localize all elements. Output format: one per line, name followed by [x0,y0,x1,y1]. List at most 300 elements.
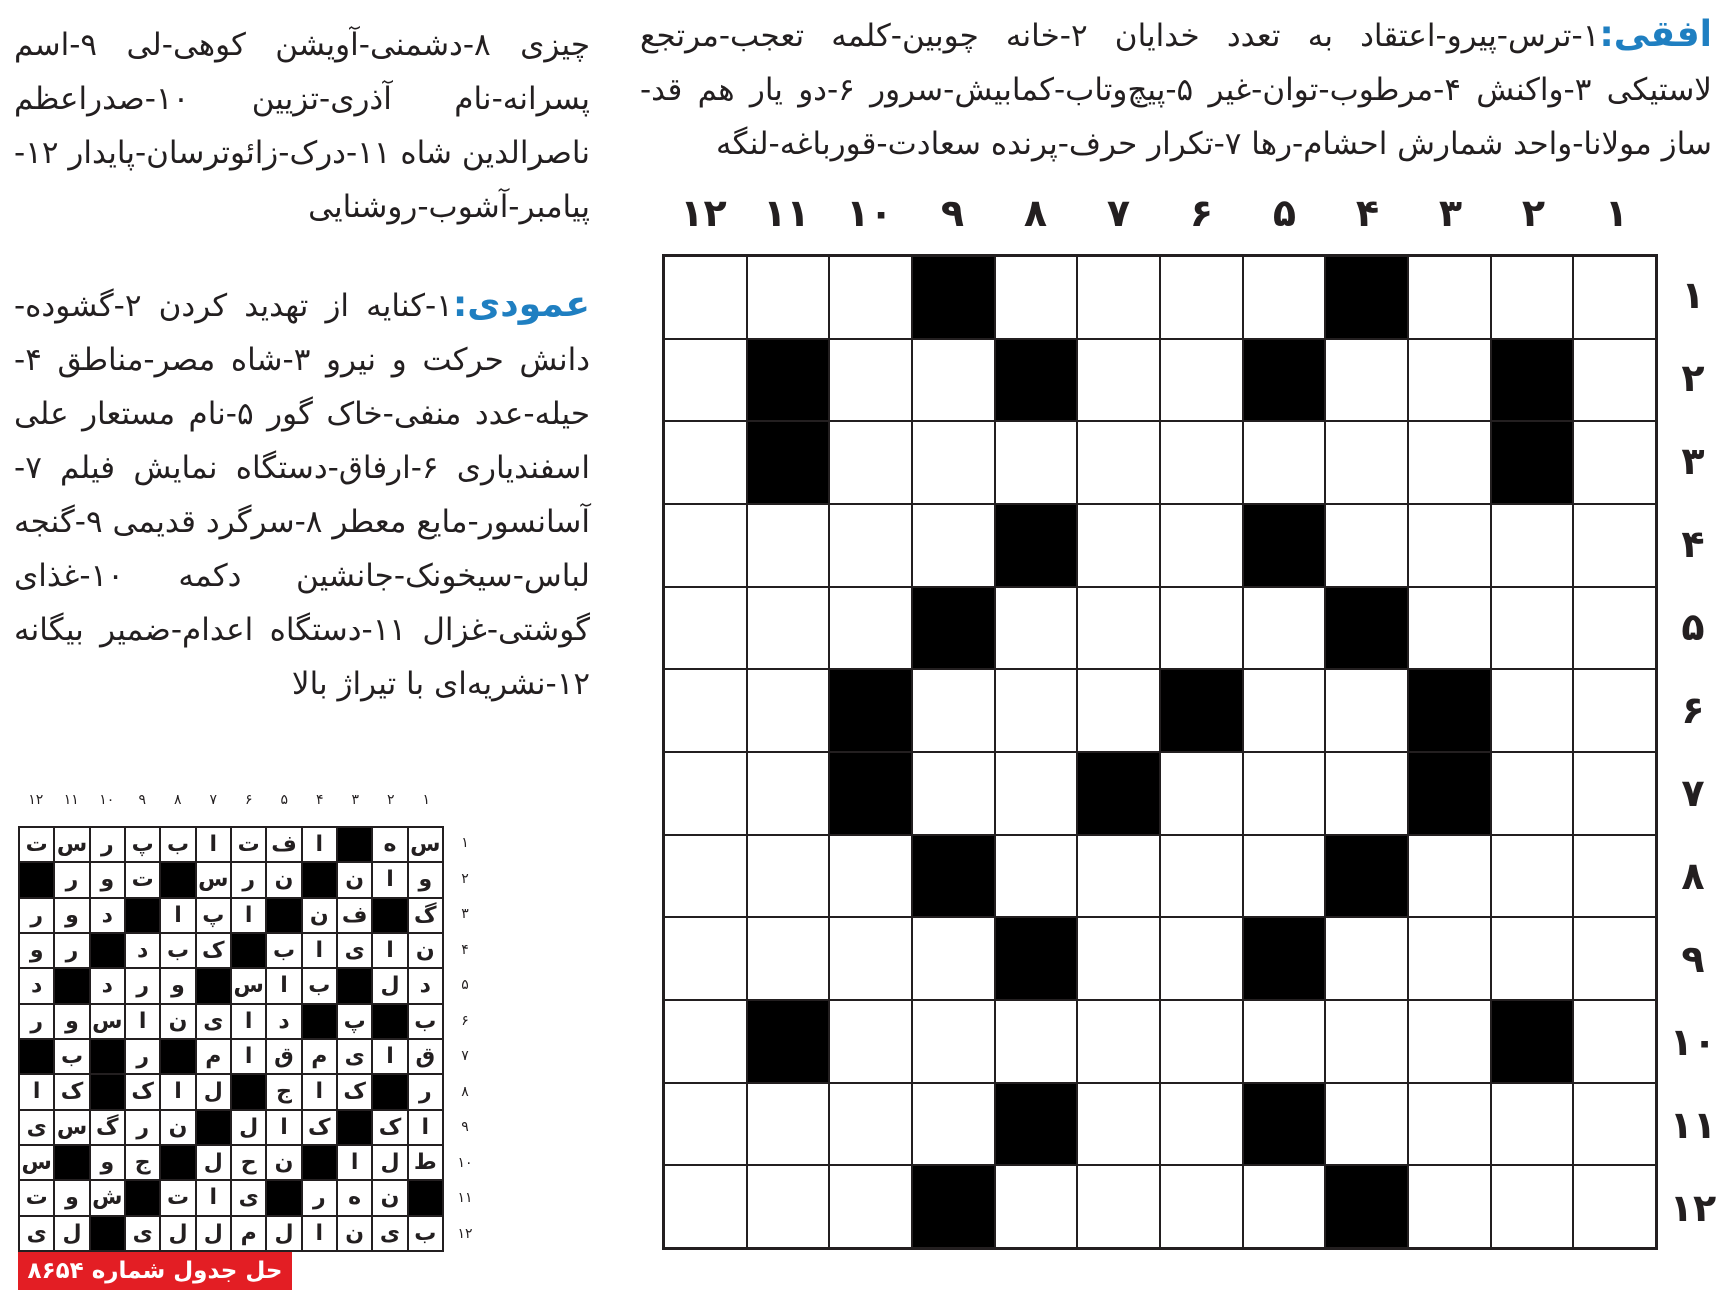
solution-cell: ن [372,1180,407,1215]
solution-label: حل جدول شماره ۸۶۵۴ [18,1252,292,1290]
crossword-cell[interactable] [1077,504,1160,587]
solution-cell: ا [302,1216,337,1251]
solution-cell: ی [196,1004,231,1039]
crossword-row-number-3: ۳ [1681,439,1705,483]
crossword-cell[interactable] [1573,1000,1656,1083]
crossword-cell[interactable] [1325,752,1408,835]
down-clues-text: ۱-کنایه از تهدید کردن ۲-گشوده-دانش حرکت و نیرو ۳-شاه مصر-مناطق ۴-حیله-عدد منفی-خاک گور ۵-نام مستعار علی اسفندیاری ۶-ارفاق-دستگاه نمایش فیلم ۷-آسانسور-مایع معطر ۸-سرگرد قدیمی ۹-گنجه لباس-سیخونک-جانشین دکمه ۱۰-غذای گوشتی-غزال ۱۱-دستگاه اعدام-ضمیر بیگانه ۱۲-نشریه‌ای با تیراژ بالا [14,288,591,702]
solution-row-number-3: ۳ [461,906,469,922]
solution-cell: ر [125,1110,160,1145]
solution-cell: ا [231,898,266,933]
crossword-cell[interactable] [829,1165,912,1248]
crossword-cell[interactable] [747,1083,830,1166]
crossword-cell[interactable] [747,835,830,918]
crossword-cell[interactable] [1243,752,1326,835]
crossword-cell[interactable] [1243,669,1326,752]
crossword-block-cell [1160,669,1243,752]
solution-block-cell [337,1110,372,1145]
crossword-block-cell [1243,917,1326,1000]
crossword-cell[interactable] [995,669,1078,752]
solution-cell: ر [54,933,89,968]
crossword-cell[interactable] [1160,587,1243,670]
across-heading: افقی: [1599,14,1712,55]
crossword-block-cell [995,1083,1078,1166]
solution-column-number-10: ۱۰ [99,792,115,808]
crossword-cell[interactable] [747,917,830,1000]
crossword-cell[interactable] [1325,669,1408,752]
crossword-cell[interactable] [1243,1165,1326,1248]
crossword-cell[interactable] [1408,421,1491,504]
solution-block-cell [266,1180,301,1215]
crossword-cell[interactable] [1160,421,1243,504]
crossword-cell[interactable] [829,1000,912,1083]
crossword-cell[interactable] [1491,1165,1574,1248]
crossword-cell[interactable] [1573,504,1656,587]
solution-cell: ه [372,827,407,862]
solution-column-number-11: ۱۱ [63,792,79,808]
crossword-cell[interactable] [1325,339,1408,422]
crossword-cell[interactable] [1160,1000,1243,1083]
crossword-column-numbers [662,188,1658,238]
crossword-cell[interactable] [829,504,912,587]
solution-cell: م [231,1216,266,1251]
crossword-cell[interactable] [664,1000,747,1083]
crossword-cell[interactable] [1077,835,1160,918]
solution-row-number-11: ۱۱ [457,1190,473,1206]
crossword-column-number-9: ۹ [940,191,965,235]
crossword-row-numbers [1668,254,1718,1250]
solution-cell: د [90,968,125,1003]
crossword-row-number-12: ۱۲ [1669,1186,1717,1230]
solution-cell: و [54,898,89,933]
solution-cell: ا [337,1145,372,1180]
solution-block-cell [372,898,407,933]
across-clues-text: ۱-ترس-پیرو-اعتقاد به تعدد خدایان ۲-خانه چوبین-کلمه تعجب-مرتجع لاستیکی ۳-واکنش ۴-مرطوب-توان-غیر ۵-پیچ‌وتاب-کمابیش-سرور ۶-دو یار هم قد-ساز مولانا-واحد شمارش احشام-رها ۷-تکرار حرف-پرنده سعادت-قورباغه-لنگه [640,18,1712,162]
crossword-block-cell [1408,669,1491,752]
crossword-row-number-10: ۱۰ [1669,1020,1717,1064]
crossword-cell[interactable] [829,339,912,422]
solution-cell: ا [302,1074,337,1109]
crossword-cell[interactable] [1408,1000,1491,1083]
solution-cell: و [54,1180,89,1215]
crossword-cell[interactable] [1243,256,1326,339]
crossword-cell[interactable] [1325,1083,1408,1166]
crossword-cell[interactable] [1077,669,1160,752]
crossword-cell[interactable] [747,669,830,752]
solution-block-cell [196,1110,231,1145]
solution-cell: ک [372,1110,407,1145]
crossword-cell[interactable] [995,835,1078,918]
solution-cell: ب [160,933,195,968]
crossword-cell[interactable] [1160,835,1243,918]
crossword-cell[interactable] [1491,256,1574,339]
solution-cell: و [54,1004,89,1039]
crossword-cell[interactable] [1408,339,1491,422]
solution-block-cell [266,898,301,933]
crossword-block-cell [1491,421,1574,504]
solution-cell: ل [372,968,407,1003]
solution-cell: ر [302,1180,337,1215]
crossword-row-number-7: ۷ [1681,771,1705,815]
crossword-cell[interactable] [1077,1083,1160,1166]
crossword-cell[interactable] [1160,1165,1243,1248]
crossword-cell[interactable] [1573,1083,1656,1166]
solution-cell: ن [160,1110,195,1145]
crossword-cell[interactable] [1243,1000,1326,1083]
solution-cell: ل [160,1216,195,1251]
solution-cell: م [302,1039,337,1074]
crossword-cell[interactable] [912,1000,995,1083]
solution-cell: ف [337,898,372,933]
crossword-cell[interactable] [664,504,747,587]
crossword-cell[interactable] [1408,835,1491,918]
crossword-row-number-4: ۴ [1681,522,1705,566]
crossword-block-cell [1325,256,1408,339]
crossword-cell[interactable] [995,587,1078,670]
solution-cell: ی [19,1110,54,1145]
crossword-column-number-10: ۱۰ [846,191,893,235]
solution-block-cell [54,1145,89,1180]
crossword-cell[interactable] [1491,752,1574,835]
down-heading: عمودی: [452,284,590,325]
solution-block-cell [231,933,266,968]
solution-row-number-12: ۱۲ [457,1225,473,1242]
solution-column-number-7: ۷ [209,792,218,808]
crossword-cell[interactable] [912,917,995,1000]
crossword-cell[interactable] [747,587,830,670]
crossword-row-number-2: ۲ [1681,356,1705,400]
crossword-row-number-9: ۹ [1681,937,1705,981]
solution-cell: ک [196,933,231,968]
solution-cell: پ [337,1004,372,1039]
solution-cell: ش [90,1180,125,1215]
crossword-cell[interactable] [912,421,995,504]
crossword-cell[interactable] [664,835,747,918]
solution-cell: س [19,1145,54,1180]
crossword-cell[interactable] [912,1083,995,1166]
solution-cell: ر [90,827,125,862]
crossword-cell[interactable] [1408,256,1491,339]
crossword-cell[interactable] [829,1083,912,1166]
solution-cell: ب [266,933,301,968]
crossword-block-cell [1408,752,1491,835]
crossword-cell[interactable] [1077,421,1160,504]
crossword-cell[interactable] [829,421,912,504]
crossword-cell[interactable] [1243,587,1326,670]
solution-cell: و [19,933,54,968]
crossword-cell[interactable] [664,752,747,835]
crossword-cell[interactable] [1491,835,1574,918]
solution-block-cell [19,1039,54,1074]
crossword-cell[interactable] [912,339,995,422]
solution-block-cell [90,1216,125,1251]
crossword-cell[interactable] [747,504,830,587]
solution-block-cell [408,1180,443,1215]
solution-block-cell [160,862,195,897]
crossword-block-cell [747,1000,830,1083]
solution-cell: ا [160,898,195,933]
crossword-cell[interactable] [1408,504,1491,587]
crossword-cell[interactable] [664,256,747,339]
crossword-cell[interactable] [664,917,747,1000]
solution-cell: ی [231,1180,266,1215]
solution-cell: د [19,968,54,1003]
crossword-column-number-2: ۲ [1521,191,1546,235]
solution-cell: ن [266,1145,301,1180]
solution-cell: ن [160,1004,195,1039]
solution-cell: ت [19,1180,54,1215]
solution-column-number-4: ۴ [315,792,324,808]
solution-cell: ق [408,1039,443,1074]
crossword-block-cell [995,504,1078,587]
crossword-block-cell [1491,339,1574,422]
crossword-cell[interactable] [664,339,747,422]
crossword-cell[interactable] [912,669,995,752]
crossword-row-number-11: ۱۱ [1669,1103,1717,1147]
solution-block-cell [372,1074,407,1109]
solution-cell: ر [19,898,54,933]
crossword-row-number-5: ۵ [1681,605,1705,649]
crossword-cell[interactable] [995,1000,1078,1083]
solution-cell: و [90,862,125,897]
solution-cell: ت [160,1180,195,1215]
crossword-cell[interactable] [995,256,1078,339]
crossword-cell[interactable] [747,1165,830,1248]
solution-cell: ن [408,933,443,968]
crossword-cell[interactable] [1573,339,1656,422]
solution-column-number-9: ۹ [138,792,147,808]
down-clues [14,278,590,711]
crossword-cell[interactable] [829,256,912,339]
solution-cell: ج [125,1145,160,1180]
crossword-cell[interactable] [1160,339,1243,422]
crossword-cell[interactable] [995,752,1078,835]
solution-cell: ه [337,1180,372,1215]
crossword-cell[interactable] [1573,421,1656,504]
solution-cell: ج [266,1074,301,1109]
crossword-cell[interactable] [1325,421,1408,504]
crossword-column-number-12: ۱۲ [680,191,727,235]
crossword-cell[interactable] [1077,1000,1160,1083]
solution-cell: و [90,1145,125,1180]
solution-cell: ر [54,862,89,897]
crossword-cell[interactable] [664,421,747,504]
solution-row-numbers [452,826,478,1252]
crossword-cell[interactable] [829,835,912,918]
crossword-cell[interactable] [1408,1083,1491,1166]
solution-cell: ر [19,1004,54,1039]
crossword-cell[interactable] [912,752,995,835]
crossword-block-cell [1243,1083,1326,1166]
solution-cell: د [408,968,443,1003]
crossword-cell[interactable] [829,587,912,670]
crossword-cell[interactable] [1491,504,1574,587]
solution-cell: ا [19,1074,54,1109]
solution-cell: ت [125,862,160,897]
solution-block-cell [302,1145,337,1180]
solution-cell: ا [231,1004,266,1039]
solution-cell: ن [302,898,337,933]
crossword-cell[interactable] [1243,835,1326,918]
crossword-block-cell [912,256,995,339]
solution-cell: ا [266,1110,301,1145]
solution-cell: س [408,827,443,862]
crossword-cell[interactable] [1077,1165,1160,1248]
solution-cell: ا [372,862,407,897]
solution-cell: ح [231,1145,266,1180]
crossword-cell[interactable] [1573,752,1656,835]
crossword-cell[interactable] [1160,504,1243,587]
crossword-cell[interactable] [1491,587,1574,670]
solution-cell: ب [408,1004,443,1039]
solution-column-number-3: ۳ [351,792,360,808]
crossword-block-cell [1077,752,1160,835]
solution-block-cell [19,862,54,897]
crossword-cell[interactable] [1491,669,1574,752]
crossword-block-cell [995,339,1078,422]
crossword-cell[interactable] [1408,587,1491,670]
crossword-cell[interactable] [664,1083,747,1166]
solution-cell: ل [196,1145,231,1180]
crossword-row-number-1: ۱ [1681,273,1705,317]
crossword-cell[interactable] [1573,587,1656,670]
crossword-cell[interactable] [1325,1000,1408,1083]
crossword-column-number-11: ۱۱ [763,191,810,235]
solution-cell: ط [408,1145,443,1180]
crossword-cell[interactable] [1325,917,1408,1000]
solution-block-cell [196,968,231,1003]
crossword-cell[interactable] [1243,421,1326,504]
solution-block-cell [372,1004,407,1039]
solution-cell: ل [266,1216,301,1251]
solution-cell: گ [90,1110,125,1145]
solution-cell: ا [302,827,337,862]
solution-block-cell [160,1145,195,1180]
solution-cell: ل [231,1110,266,1145]
crossword-cell[interactable] [1408,1165,1491,1248]
crossword-cell[interactable] [1325,504,1408,587]
crossword-cell[interactable] [1408,917,1491,1000]
crossword-cell[interactable] [1573,835,1656,918]
crossword-cell[interactable] [1491,917,1574,1000]
crossword-column-number-1: ۱ [1604,191,1629,235]
solution-row-number-5: ۵ [461,977,469,993]
solution-cell: ا [196,827,231,862]
solution-cell: پ [196,898,231,933]
crossword-cell[interactable] [1077,339,1160,422]
solution-cell: ب [54,1039,89,1074]
crossword-cell[interactable] [1573,669,1656,752]
solution-cell: ا [372,1039,407,1074]
solution-cell: و [408,862,443,897]
crossword-cell[interactable] [1160,1083,1243,1166]
solution-cell: ر [231,862,266,897]
crossword-cell[interactable] [664,1165,747,1248]
solution-cell: ت [19,827,54,862]
solution-block-cell [231,1074,266,1109]
solution-cell: ی [337,933,372,968]
crossword-block-cell [912,587,995,670]
crossword-cell[interactable] [1160,256,1243,339]
solution-cell: س [54,827,89,862]
solution-cell: ب [160,827,195,862]
crossword-block-cell [1325,1165,1408,1248]
crossword-cell[interactable] [747,752,830,835]
solution-cell: ک [125,1074,160,1109]
solution-cell: ک [302,1110,337,1145]
solution-cell: ر [125,968,160,1003]
crossword-cell[interactable] [664,669,747,752]
solution-block-cell [302,862,337,897]
solution-grid [18,826,444,1252]
crossword-block-cell [1491,1000,1574,1083]
solution-block-cell [54,968,89,1003]
solution-cell: س [196,862,231,897]
solution-cell: ن [337,862,372,897]
solution-cell: س [54,1110,89,1145]
across-clues-continued-text: چیزی ۸-دشمنی-آویشن کوهی-لی ۹-اسم پسرانه-نام آذری-تزیین ۱۰-صدراعظم ناصرالدین شاه ۱۱-درک-زائوترسان-پایدار ۱۲-پیامبر-آشوب-روشنایی [14,27,590,225]
crossword-cell[interactable] [1077,917,1160,1000]
solution-column-number-8: ۸ [173,792,182,808]
crossword-column-number-6: ۶ [1189,191,1214,235]
crossword-grid[interactable] [662,254,1658,1250]
crossword-cell[interactable] [1491,1083,1574,1166]
crossword-cell[interactable] [1077,587,1160,670]
crossword-cell[interactable] [1160,917,1243,1000]
solution-cell: ا [302,933,337,968]
solution-cell: گ [408,898,443,933]
crossword-cell[interactable] [995,421,1078,504]
crossword-block-cell [995,917,1078,1000]
solution-row-number-8: ۸ [461,1083,469,1100]
solution-row-number-4: ۴ [461,941,469,958]
crossword-row-number-6: ۶ [1681,688,1705,732]
crossword-cell[interactable] [829,917,912,1000]
solution-cell: ل [54,1216,89,1251]
crossword-block-cell [829,752,912,835]
solution-cell: ل [372,1145,407,1180]
crossword-cell[interactable] [1573,917,1656,1000]
solution-cell: ا [160,1074,195,1109]
crossword-column-number-7: ۷ [1106,191,1131,235]
solution-cell: ر [125,1039,160,1074]
crossword-cell[interactable] [747,256,830,339]
solution-cell: ی [372,1216,407,1251]
crossword-cell[interactable] [1573,1165,1656,1248]
solution-block-cell [125,1180,160,1215]
crossword-cell[interactable] [1077,256,1160,339]
solution-cell: ا [266,968,301,1003]
crossword-block-cell [1325,587,1408,670]
solution-row-number-9: ۹ [461,1119,469,1135]
crossword-block-cell [747,421,830,504]
crossword-block-cell [912,1165,995,1248]
solution-cell: د [266,1004,301,1039]
crossword-column-number-5: ۵ [1272,191,1297,235]
solution-cell: پ [125,827,160,862]
crossword-cell[interactable] [995,1165,1078,1248]
crossword-cell[interactable] [1573,256,1656,339]
crossword-cell[interactable] [1160,752,1243,835]
solution-cell: ا [231,1039,266,1074]
solution-row-number-2: ۲ [461,870,469,887]
solution-cell: ر [408,1074,443,1109]
crossword-block-cell [1243,339,1326,422]
solution-cell: ق [266,1039,301,1074]
crossword-cell[interactable] [664,587,747,670]
solution-cell: و [160,968,195,1003]
crossword-cell[interactable] [912,504,995,587]
